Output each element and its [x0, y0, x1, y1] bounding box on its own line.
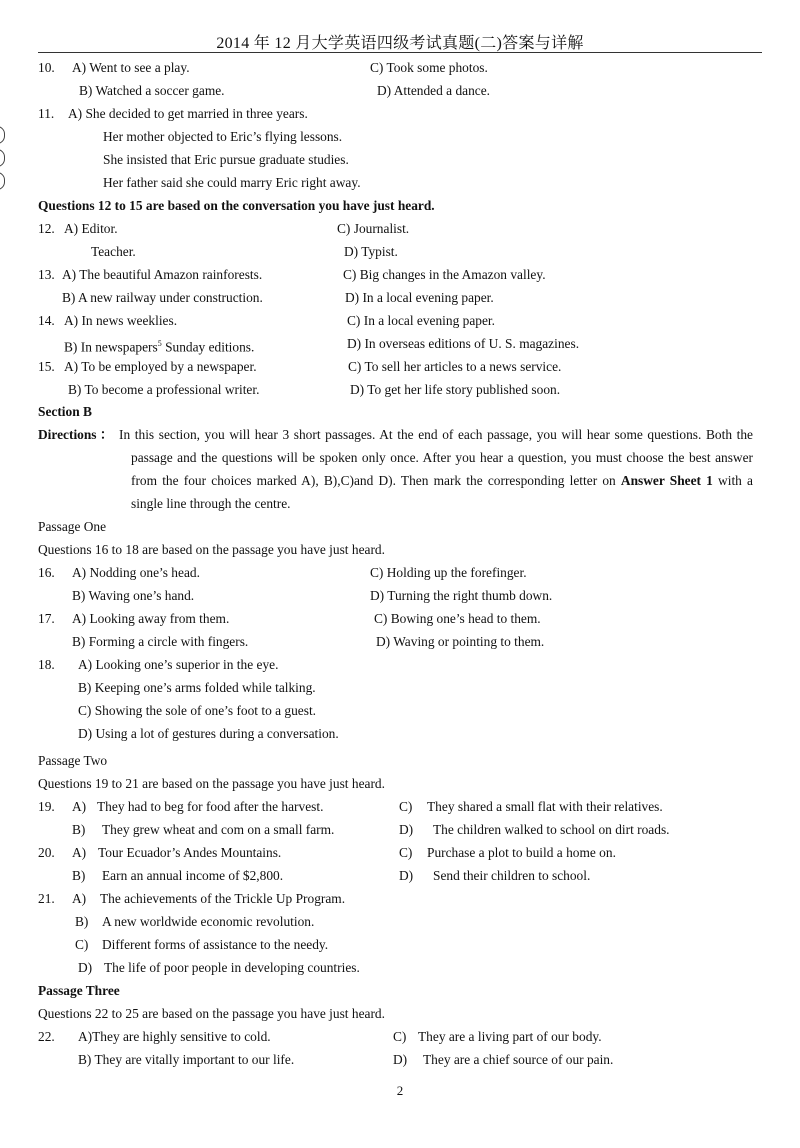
option-a: A) Looking away from them.	[72, 611, 230, 626]
option-b: B) They are vitally important to our life.	[78, 1052, 295, 1067]
option-c: C) Holding up the forefinger.	[370, 565, 527, 580]
directions-label: Directions ：	[38, 427, 114, 442]
option-b	[64, 336, 254, 355]
option-a: A) To be employed by a newspaper.	[64, 359, 257, 374]
binding-mark	[0, 172, 5, 190]
question-number: 21.	[38, 891, 55, 906]
directions-line	[131, 473, 753, 489]
option-d: D) In overseas editions of U. S. magazines.	[347, 336, 580, 351]
question-number: 16.	[38, 565, 55, 580]
option-b: B) Keeping one’s arms folded while talking.	[78, 680, 316, 695]
option-b: B) Watched a soccer game.	[79, 83, 225, 98]
option-c-letter: C)	[399, 845, 413, 860]
option-a-letter: A)	[72, 799, 87, 814]
questions-heading: Questions 22 to 25 are based on the passage you have just heard.	[38, 1006, 385, 1021]
questions-heading: Questions 16 to 18 are based on the passage you have just heard.	[38, 542, 385, 557]
binding-mark	[0, 149, 5, 167]
option-b-text: B) In newspapers	[64, 339, 158, 355]
option-d: The life of poor people in developing countries.	[104, 960, 360, 975]
option-b: Her mother objected to Eric’s flying lessons.	[103, 129, 343, 144]
question-number: 11.	[38, 106, 55, 121]
option-a: A) She decided to get married in three years.	[68, 106, 308, 121]
option-c: C) In a local evening paper.	[347, 313, 495, 328]
option-a-letter: A)	[72, 891, 87, 906]
option-d: D) Waving or pointing to them.	[376, 634, 545, 649]
option-a: A) Nodding one’s head.	[72, 565, 200, 580]
option-d: D) To get her life story published soon.	[350, 382, 561, 397]
option-b: B) A new railway under construction.	[62, 290, 263, 305]
question-number: 22.	[38, 1029, 55, 1044]
option-c-letter: C)	[75, 937, 89, 952]
option-b: Teacher.	[91, 244, 136, 259]
questions-heading: Questions 12 to 15 are based on the conversation you have just heard.	[38, 198, 435, 213]
option-a: The achievements of the Trickle Up Program.	[100, 891, 346, 906]
option-c: C) Took some photos.	[370, 60, 488, 75]
option-b-letter: B)	[72, 822, 86, 837]
option-d: D) Typist.	[344, 244, 398, 259]
footnote-marker: 5	[157, 339, 162, 348]
option-b: A new worldwide economic revolution.	[102, 914, 315, 929]
question-number: 14.	[38, 313, 55, 328]
option-d-letter: D)	[399, 822, 414, 837]
option-c: C) Journalist.	[337, 221, 410, 236]
directions-text-end: with a	[712, 473, 753, 488]
page-header: 2014 年 12 月大学英语四级考试真题(二)答案与详解	[216, 35, 584, 52]
option-a: A) The beautiful Amazon rainforests.	[62, 267, 263, 282]
binding-mark	[0, 126, 5, 144]
option-c: They are a living part of our body.	[418, 1029, 602, 1044]
option-c-letter: C)	[399, 799, 413, 814]
section-heading: Section B	[38, 404, 92, 419]
option-c: She insisted that Eric pursue graduate studies.	[103, 152, 349, 167]
page-number: 2	[396, 1083, 404, 1098]
option-c: C) Showing the sole of one’s foot to a guest.	[78, 703, 317, 718]
directions-line: single line through the centre.	[131, 496, 291, 511]
directions-line: passage and the questions will be spoken only once. After you hear a question, you must choose the best answer	[131, 450, 753, 465]
option-c: They shared a small flat with their relatives.	[427, 799, 663, 814]
option-d: D) Using a lot of gestures during a conversation.	[78, 726, 339, 741]
option-a: Tour Ecuador’s Andes Mountains.	[98, 845, 282, 860]
option-b: They grew wheat and com on a small farm.	[102, 822, 335, 837]
question-number: 20.	[38, 845, 55, 860]
option-d: They are a chief source of our pain.	[423, 1052, 614, 1067]
question-number: 17.	[38, 611, 55, 626]
option-b-letter: B)	[75, 914, 89, 929]
questions-heading: Questions 19 to 21 are based on the passage you have just heard.	[38, 776, 385, 791]
option-b: B) Forming a circle with fingers.	[72, 634, 249, 649]
option-b: Earn an annual income of $2,800.	[102, 868, 284, 883]
answer-sheet-ref: Answer Sheet 1	[620, 473, 713, 488]
header-rule	[38, 52, 762, 53]
option-a: They had to beg for food after the harvest.	[97, 799, 324, 814]
option-d: D) In a local evening paper.	[345, 290, 494, 305]
option-a: A) In news weeklies.	[64, 313, 178, 328]
option-a: A) Went to see a play.	[72, 60, 190, 75]
option-c: C) To sell her articles to a news service.	[348, 359, 562, 374]
passage-heading: Passage Two	[38, 753, 108, 768]
option-b: B) To become a professional writer.	[68, 382, 260, 397]
option-d: D) Attended a dance.	[377, 83, 491, 98]
option-c: C) Big changes in the Amazon valley.	[343, 267, 546, 282]
option-a: A) Looking one’s superior in the eye.	[78, 657, 279, 672]
question-number: 10.	[38, 60, 55, 75]
question-number: 13.	[38, 267, 55, 282]
option-b-text-end: Sunday editions.	[161, 339, 255, 355]
option-a: A)They are highly sensitive to cold.	[78, 1029, 271, 1044]
option-d-letter: D)	[393, 1052, 408, 1067]
option-d: Her father said she could marry Eric right away.	[103, 175, 361, 190]
option-b-letter: B)	[72, 868, 86, 883]
option-c-letter: C)	[393, 1029, 407, 1044]
question-number: 18.	[38, 657, 55, 672]
option-a-letter: A)	[72, 845, 87, 860]
option-d: The children walked to school on dirt roads.	[433, 822, 670, 837]
passage-heading: Passage One	[38, 519, 107, 534]
option-d: Send their children to school.	[433, 868, 591, 883]
directions-text: from the four choices marked A), B),C)and D). Then mark the corresponding letter on	[131, 473, 621, 488]
question-number: 15.	[38, 359, 55, 374]
option-c: Purchase a plot to build a home on.	[427, 845, 616, 860]
option-d-letter: D)	[399, 868, 414, 883]
directions-line: In this section, you will hear 3 short passages. At the end of each passage, you will hear some questions. Both the	[119, 427, 753, 442]
question-number: 19.	[38, 799, 55, 814]
passage-heading: Passage Three	[38, 983, 120, 998]
question-number: 12.	[38, 221, 55, 236]
option-a: A) Editor.	[64, 221, 118, 236]
option-b: B) Waving one’s hand.	[72, 588, 195, 603]
option-d-letter: D)	[78, 960, 93, 975]
option-d: D) Turning the right thumb down.	[370, 588, 553, 603]
option-c: C) Bowing one’s head to them.	[374, 611, 541, 626]
option-c: Different forms of assistance to the needy.	[102, 937, 329, 952]
